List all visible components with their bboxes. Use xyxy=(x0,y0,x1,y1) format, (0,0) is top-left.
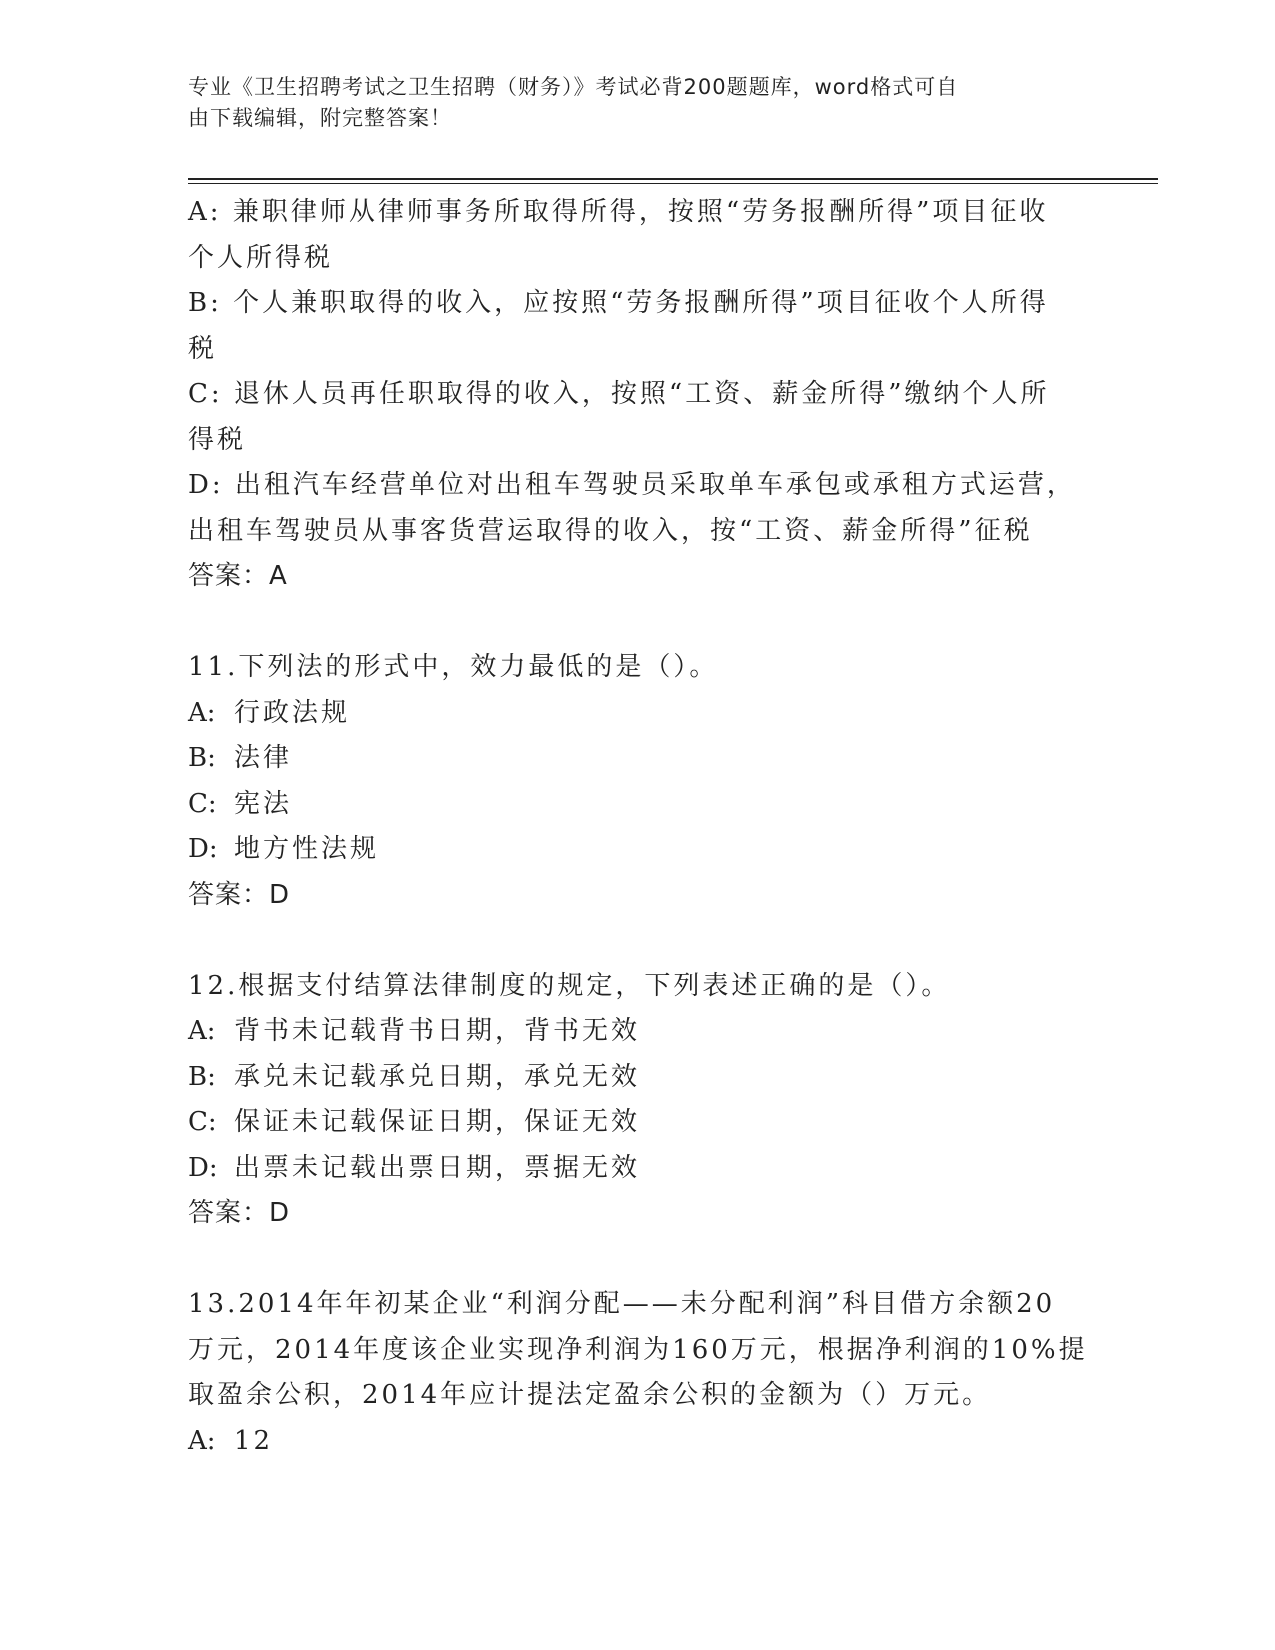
option-text: 承兑未记载承兑日期，承兑无效 xyxy=(234,1061,641,1092)
question-12 xyxy=(188,964,1088,1237)
option-label: A: xyxy=(188,1425,216,1456)
option-text: 法律 xyxy=(234,743,293,773)
option-label: D: xyxy=(188,834,218,864)
q11-option-a xyxy=(188,691,1088,737)
option-label: C: xyxy=(188,788,217,819)
option-text: 行政法规 xyxy=(234,697,351,728)
q10-option-b-line-1 xyxy=(188,281,1088,327)
question-13 xyxy=(188,1282,1088,1464)
option-label: B: xyxy=(188,1061,216,1092)
q13-question-line-2: 万元，2014年度该企业实现净利润为160万元，根据净利润的10%提 xyxy=(188,1334,1088,1365)
q10-option-b-line-2: 税 xyxy=(188,333,218,364)
q11-question: 11.下列法的形式中，效力最低的是（）。 xyxy=(188,652,719,682)
q13-question-line-1: 13.2014年年初某企业“利润分配——未分配利润”科目借方余额20 xyxy=(188,1289,1056,1319)
header-line-1: 专业《卫生招聘考试之卫生招聘（财务）》考试必背200题题库，word格式可自 xyxy=(188,75,959,99)
spacer xyxy=(188,918,1088,964)
q12-question: 12.根据支付结算法律制度的规定，下列表述正确的是（）。 xyxy=(188,970,951,1001)
document-header xyxy=(188,72,1068,134)
option-text: 保证未记载保证日期，保证无效 xyxy=(234,1107,641,1137)
question-10 xyxy=(188,190,1088,600)
q12-answer: 答案：D xyxy=(188,1198,291,1228)
option-text: 兼职律师从律师事务所取得所得，按照“劳务报酬所得”项目征收 xyxy=(232,197,1049,227)
q11-option-c xyxy=(188,782,1088,828)
option-label: A: xyxy=(188,697,216,728)
header-line-2: 由下载编辑，附完整答案！ xyxy=(188,106,452,130)
q12-option-a xyxy=(188,1009,1088,1055)
option-label: B: xyxy=(188,288,222,318)
q10-option-a-line-1 xyxy=(188,190,1088,236)
option-text: 宪法 xyxy=(234,788,293,819)
option-label: D: xyxy=(188,470,224,500)
option-label: C: xyxy=(188,1107,217,1137)
q13-option-a xyxy=(188,1419,1088,1465)
option-text: 出票未记载出票日期，票据无效 xyxy=(234,1152,641,1183)
q13-question-line-3: 取盈余公积，2014年应计提法定盈余公积的金额为（）万元。 xyxy=(188,1380,992,1410)
option-text: 个人兼职取得的收入，应按照“劳务报酬所得”项目征收个人所得 xyxy=(233,288,1049,318)
option-label: D: xyxy=(188,1152,218,1183)
question-11 xyxy=(188,645,1088,918)
header-rule-thin xyxy=(188,183,1158,184)
option-label: C: xyxy=(188,379,223,409)
option-text: 12 xyxy=(234,1425,274,1456)
q11-option-d xyxy=(188,827,1088,873)
spacer xyxy=(188,600,1088,646)
header-rule-thick xyxy=(188,178,1158,180)
q12-option-b xyxy=(188,1055,1088,1101)
option-label: A: xyxy=(188,1016,216,1046)
q11-option-b xyxy=(188,736,1088,782)
q10-option-a-line-2: 个人所得税 xyxy=(188,242,334,273)
option-label: A: xyxy=(188,197,222,227)
option-text: 地方性法规 xyxy=(234,834,380,864)
q12-option-c xyxy=(188,1100,1088,1146)
q12-option-d xyxy=(188,1146,1088,1192)
q11-answer: 答案：D xyxy=(188,879,291,910)
q10-option-d-line-1 xyxy=(188,463,1088,509)
option-text: 出租汽车经营单位对出租车驾驶员采取单车承包或承租方式运营， xyxy=(234,470,1076,500)
q10-option-c-line-2: 得税 xyxy=(188,424,247,455)
option-label: B: xyxy=(188,743,216,773)
q10-option-d-line-2: 出租车驾驶员从事客货营运取得的收入，按“工资、薪金所得”征税 xyxy=(188,515,1033,546)
spacer xyxy=(188,1237,1088,1283)
option-text: 背书未记载背书日期，背书无效 xyxy=(234,1016,641,1046)
option-text: 退休人员再任职取得的收入，按照“工资、薪金所得”缴纳个人所 xyxy=(233,379,1050,409)
q10-answer: 答案：A xyxy=(188,561,288,591)
q10-option-c-line-1 xyxy=(188,372,1088,418)
document-body xyxy=(188,190,1088,1464)
